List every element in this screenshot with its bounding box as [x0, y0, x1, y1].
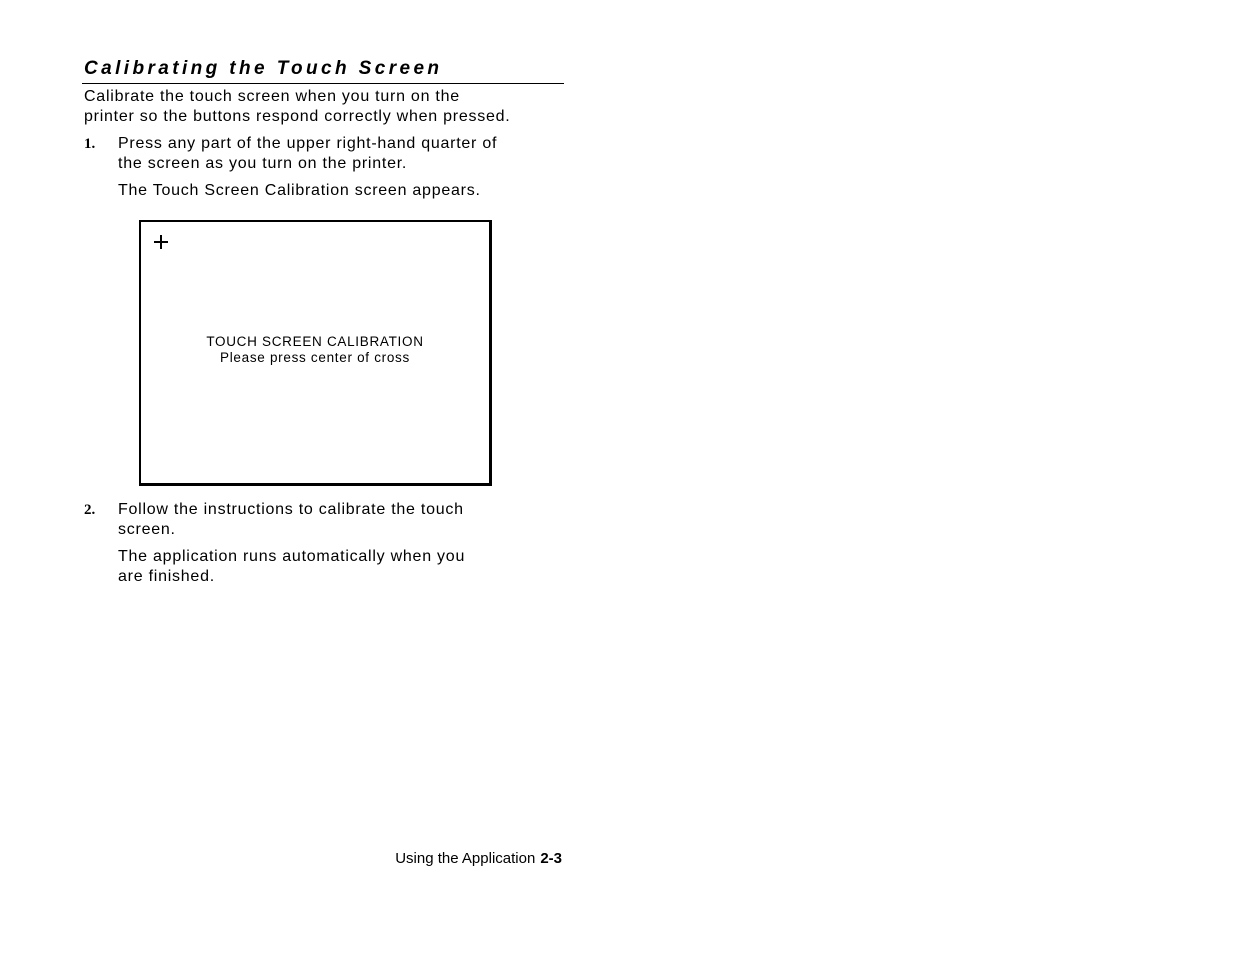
calibration-screen-illustration [139, 220, 492, 486]
step-2-number: 2. [84, 502, 96, 518]
calibration-heading: TOUCH SCREEN CALIBRATION [206, 334, 424, 349]
step-line: are finished. [118, 568, 215, 585]
page-number: 2-3 [540, 850, 562, 867]
step-2-text [118, 500, 558, 540]
step-line: The application runs automatically when you [118, 548, 466, 565]
step-1-number: 1. [84, 136, 96, 152]
step-line: screen. [118, 521, 176, 538]
intro-line: printer so the buttons respond correctly when pressed. [84, 108, 511, 125]
page-footer [300, 849, 562, 869]
calibration-instruction: Please press center of cross [220, 350, 410, 365]
section-title: Calibrating the Touch Screen [84, 58, 443, 79]
intro-paragraph [84, 87, 574, 127]
step-1-result: The Touch Screen Calibration screen appears. [118, 182, 481, 199]
step-line: the screen as you turn on the printer. [118, 155, 408, 172]
intro-line: Calibrate the touch screen when you turn on the [84, 88, 460, 105]
title-rule [82, 83, 564, 84]
step-line: Press any part of the upper right-hand quarter of [118, 135, 498, 152]
footer-chapter: Using the Application [395, 850, 536, 867]
step-line: Follow the instructions to calibrate the touch [118, 501, 464, 518]
crosshair-plus-icon [153, 234, 169, 250]
step-1-text [118, 134, 558, 174]
step-2-result [118, 547, 558, 587]
